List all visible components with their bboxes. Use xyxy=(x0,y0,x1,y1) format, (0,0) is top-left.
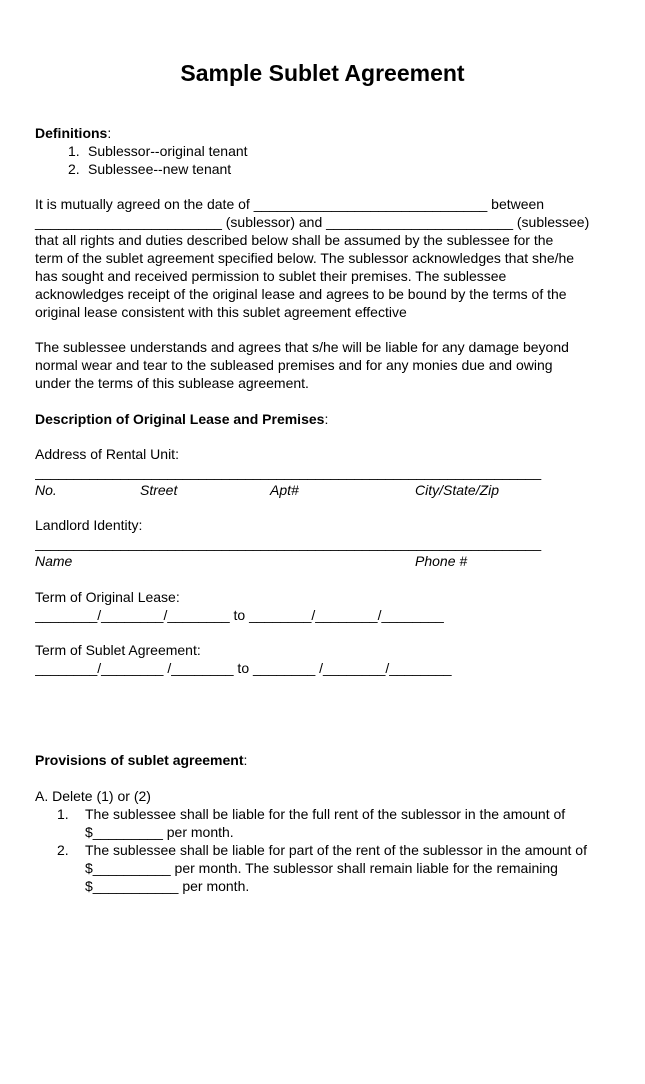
definition-number: 2. xyxy=(68,161,80,177)
address-columns-row xyxy=(35,481,610,499)
provision-line: $___________ per month. xyxy=(85,878,250,894)
definition-item xyxy=(35,160,610,178)
address-column-no: No. xyxy=(35,482,57,498)
paragraph-line: ________________________ (sublessor) and ________________________ (sublessee) xyxy=(35,214,590,230)
term-original-label: Term of Original Lease: xyxy=(35,589,180,605)
provision-line: $__________ per month. The sublessor shall remain liable for the remaining xyxy=(85,860,558,876)
address-column-apt: Apt# xyxy=(270,482,299,498)
delete-instruction: A. Delete (1) or (2) xyxy=(35,788,151,804)
landlord-columns-row xyxy=(35,552,610,570)
provision-line: The sublessee shall be liable for the full rent of the sublessor in the amount of xyxy=(85,806,566,822)
paragraph-line: that all rights and duties described below shall be assumed by the sublessee for the xyxy=(35,232,554,248)
page-title: Sample Sublet Agreement xyxy=(180,60,465,86)
paragraph-line: term of the sublet agreement specified below. The sublessor acknowledges that she/he xyxy=(35,250,575,266)
address-label: Address of Rental Unit: xyxy=(35,446,179,462)
term-sublet-blanks: ________/________ /________ to ________ /________/________ xyxy=(35,660,452,676)
address-column-citystatezip: City/State/Zip xyxy=(415,482,500,498)
definition-text: Sublessee--new tenant xyxy=(88,161,232,177)
term-original-blanks: ________/________/________ to ________/________/________ xyxy=(35,607,444,623)
paragraph-line: acknowledges receipt of the original lease and agrees to be bound by the terms of the xyxy=(35,286,567,302)
paragraph-line: under the terms of this sublease agreement. xyxy=(35,375,309,391)
definitions-heading-colon: : xyxy=(107,125,112,141)
intro-paragraph xyxy=(35,195,610,321)
provision-number: 1. xyxy=(57,806,69,822)
description-heading-text: Description of Original Lease and Premises xyxy=(35,411,325,427)
term-sublet-label: Term of Sublet Agreement: xyxy=(35,642,201,658)
landlord-column-name: Name xyxy=(35,553,73,569)
definitions-heading-text: Definitions xyxy=(35,125,108,141)
landlord-label: Landlord Identity: xyxy=(35,517,143,533)
provision-item xyxy=(35,841,610,895)
provisions-heading-colon: : xyxy=(243,752,248,768)
address-column-street: Street xyxy=(140,482,178,498)
provision-line: $_________ per month. xyxy=(85,824,234,840)
paragraph-line: It is mutually agreed on the date of ______________________________ between xyxy=(35,196,545,212)
description-heading-colon: : xyxy=(324,411,329,427)
liability-paragraph xyxy=(35,338,610,392)
paragraph-line: The sublessee understands and agrees that s/he will be liable for any damage beyond xyxy=(35,339,569,355)
provisions-heading-text: Provisions of sublet agreement xyxy=(35,752,244,768)
provision-item xyxy=(35,805,610,841)
description-heading xyxy=(35,410,610,428)
definition-text: Sublessor--original tenant xyxy=(88,143,248,159)
landlord-column-phone: Phone # xyxy=(415,553,468,569)
document-page xyxy=(0,60,645,1084)
definition-number: 1. xyxy=(68,143,80,159)
provision-number: 2. xyxy=(57,842,69,858)
address-fill-line: _________________________________________________________________ xyxy=(35,464,542,480)
paragraph-line: normal wear and tear to the subleased premises and for any monies due and owing xyxy=(35,357,553,373)
provisions-heading xyxy=(35,751,610,769)
landlord-fill-line: _________________________________________________________________ xyxy=(35,535,542,551)
paragraph-line: original lease consistent with this sublet agreement effective xyxy=(35,304,407,320)
provision-line: The sublessee shall be liable for part of the rent of the sublessor in the amount of xyxy=(85,842,587,858)
definition-item xyxy=(35,142,610,160)
definitions-heading xyxy=(35,124,610,142)
paragraph-line: has sought and received permission to sublet their premises. The sublessee xyxy=(35,268,507,284)
